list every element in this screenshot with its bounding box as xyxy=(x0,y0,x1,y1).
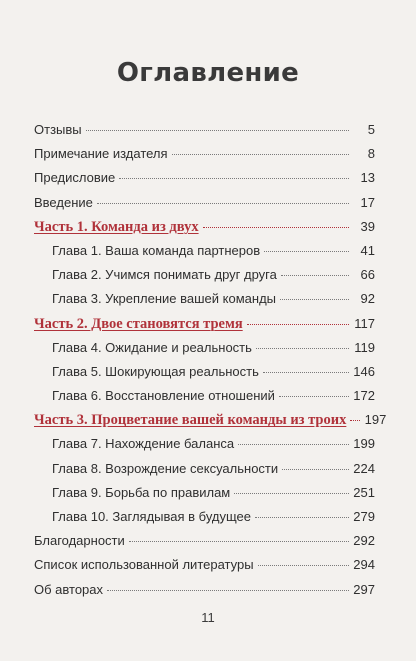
toc-entry-title: Предисловие xyxy=(34,170,116,186)
toc-leader-dots xyxy=(234,493,349,494)
toc-entry-title: Глава 5. Шокирующая реальность xyxy=(52,363,259,379)
toc-entry-title: Часть 2. Двое становятся тремя xyxy=(34,315,243,332)
toc-leader-dots xyxy=(279,396,349,397)
toc-entry-chapter[interactable] xyxy=(34,287,375,311)
toc-leader-dots xyxy=(350,420,360,421)
toc-entry-title: Глава 2. Учимся понимать друг друга xyxy=(52,267,277,283)
toc-entry-chapter[interactable] xyxy=(34,457,375,481)
toc-leader-dots xyxy=(97,203,349,204)
toc-leader-dots xyxy=(119,178,349,179)
toc-entry-title: Глава 4. Ожидание и реальность xyxy=(52,339,252,355)
toc-leader-dots xyxy=(203,227,349,228)
toc-entry-title: Об авторах xyxy=(34,581,104,597)
toc-entry-page: 251 xyxy=(353,484,375,500)
toc-leader-dots xyxy=(129,541,349,542)
toc-entry-section[interactable] xyxy=(34,191,375,215)
toc-leader-dots xyxy=(263,372,349,373)
toc-leader-dots xyxy=(247,324,349,325)
toc-entry-section[interactable] xyxy=(34,553,375,577)
page-title: Оглавление xyxy=(116,58,300,88)
toc-leader-dots xyxy=(264,251,349,252)
toc-entry-page: 8 xyxy=(367,146,375,162)
toc-entry-section[interactable] xyxy=(34,529,375,553)
toc-entry-section[interactable] xyxy=(34,142,375,166)
toc-leader-dots xyxy=(255,517,349,518)
toc-entry-part[interactable] xyxy=(34,408,387,432)
toc-leader-dots xyxy=(172,154,349,155)
toc-entry-page: 294 xyxy=(353,557,375,573)
toc-entry-title: Глава 8. Возрождение сексуальности xyxy=(52,460,279,476)
toc-leader-dots xyxy=(107,590,349,591)
toc-entry-page: 39 xyxy=(360,218,375,234)
toc-entry-title: Глава 6. Восстановление отношений xyxy=(52,388,275,404)
toc-entry-part[interactable] xyxy=(34,215,375,239)
toc-entry-title: Глава 1. Ваша команда партнеров xyxy=(52,242,261,258)
toc-entry-title: Глава 7. Нахождение баланса xyxy=(52,436,235,452)
toc-entry-title: Часть 1. Команда из двух xyxy=(34,218,199,235)
toc-entry-page: 224 xyxy=(353,460,375,476)
toc-entry-title: Благодарности xyxy=(34,533,125,549)
toc-entry-section[interactable] xyxy=(34,166,375,190)
toc-leader-dots xyxy=(256,348,349,349)
toc-entry-title: Введение xyxy=(34,194,93,210)
toc-leader-dots xyxy=(281,275,349,276)
toc-entry-page: 146 xyxy=(353,363,375,379)
table-of-contents xyxy=(34,118,387,602)
toc-entry-title: Список использованной литературы xyxy=(34,557,254,573)
toc-leader-dots xyxy=(280,299,349,300)
toc-entry-title: Примечание издателя xyxy=(34,146,168,162)
toc-entry-title: Часть 3. Процветание вашей команды из троих xyxy=(34,412,347,429)
toc-entry-page: 17 xyxy=(360,194,375,210)
toc-entry-page: 172 xyxy=(353,388,375,404)
toc-entry-page: 66 xyxy=(360,267,375,283)
toc-entry-chapter[interactable] xyxy=(34,505,375,529)
toc-entry-page: 13 xyxy=(360,170,375,186)
toc-entry-page: 279 xyxy=(353,509,375,524)
toc-entry-page: 5 xyxy=(367,122,375,137)
page-number: 11 xyxy=(201,610,215,625)
toc-entry-chapter[interactable] xyxy=(34,384,375,408)
toc-leader-dots xyxy=(258,565,349,566)
toc-entry-chapter[interactable] xyxy=(34,263,375,287)
toc-entry-title: Глава 3. Укрепление вашей команды xyxy=(52,291,277,307)
toc-entry-page: 197 xyxy=(364,412,387,428)
toc-leader-dots xyxy=(86,130,349,131)
toc-entry-title: Глава 9. Борьба по правилам xyxy=(52,484,231,500)
toc-entry-page: 92 xyxy=(360,291,375,307)
toc-leader-dots xyxy=(282,469,349,470)
toc-entry-page: 199 xyxy=(353,436,375,452)
toc-entry-title: Глава 10. Заглядывая в будущее xyxy=(52,509,251,524)
toc-entry-section[interactable] xyxy=(34,578,375,602)
toc-entry-title: Отзывы xyxy=(34,122,82,137)
toc-entry-chapter[interactable] xyxy=(34,239,375,263)
toc-entry-chapter[interactable] xyxy=(34,481,375,505)
toc-entry-page: 41 xyxy=(360,242,375,258)
toc-entry-page: 292 xyxy=(353,533,375,549)
toc-entry-chapter[interactable] xyxy=(34,432,375,456)
toc-entry-chapter[interactable] xyxy=(34,336,375,360)
toc-entry-part[interactable] xyxy=(34,312,375,336)
toc-leader-dots xyxy=(238,444,349,445)
toc-entry-section[interactable] xyxy=(34,118,375,142)
toc-entry-page: 119 xyxy=(354,339,375,355)
toc-entry-chapter[interactable] xyxy=(34,360,375,384)
toc-entry-page: 297 xyxy=(353,581,375,597)
toc-entry-page: 117 xyxy=(354,315,375,331)
